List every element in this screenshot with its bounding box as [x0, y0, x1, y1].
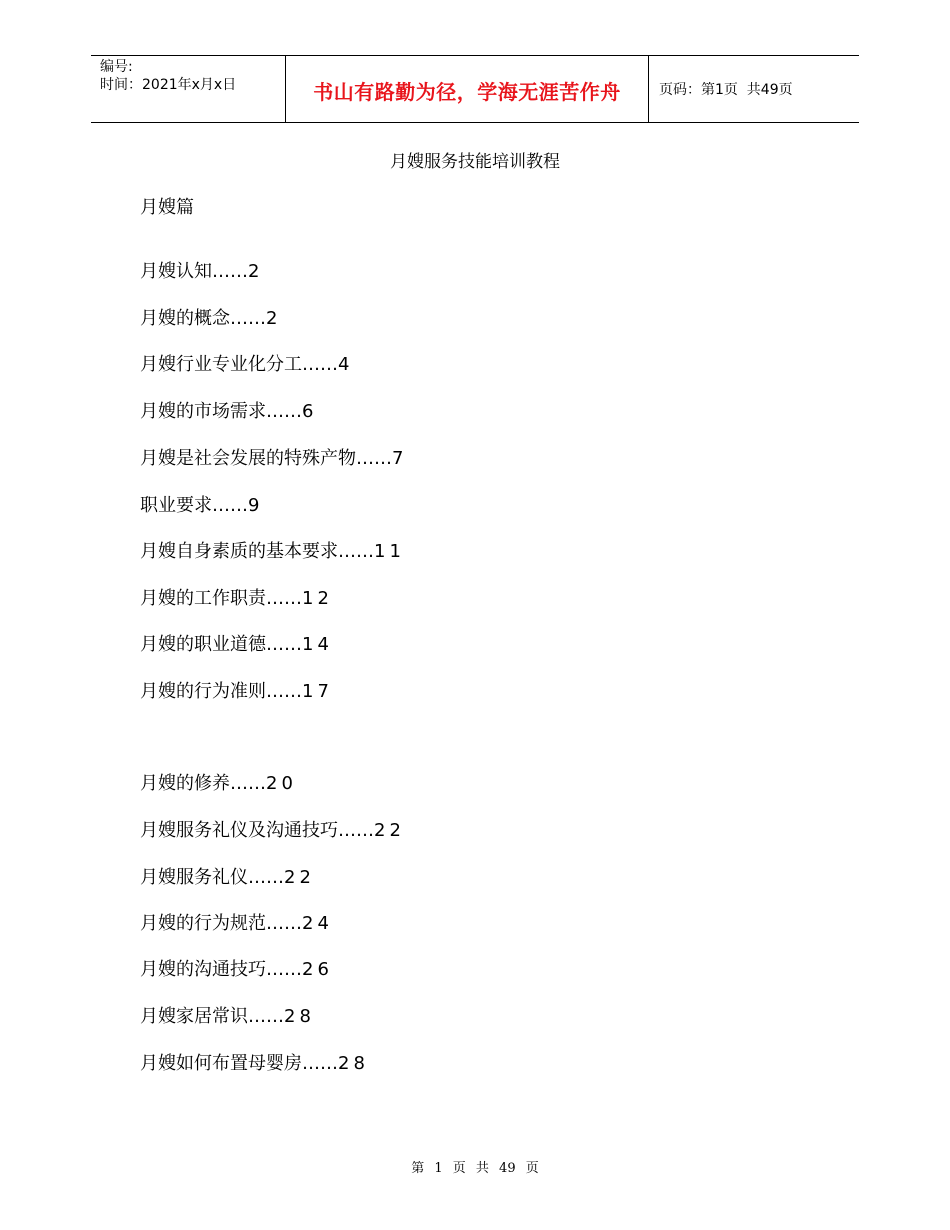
toc-entry-page: 2: [266, 308, 282, 329]
toc-entry-title: 月嫂是社会发展的特殊产物……: [140, 448, 392, 469]
toc-entry-page: 26: [302, 959, 333, 980]
toc-entry-title: 月嫂服务礼仪及沟通技巧……: [140, 820, 374, 841]
toc-entry-title: 月嫂的修养……: [140, 773, 266, 794]
document-time-label: 时间：2021年x月x日: [100, 77, 237, 93]
toc-entry-title: 月嫂行业专业化分工……: [140, 354, 338, 375]
toc-entry-page: 4: [338, 354, 354, 375]
toc-entry-page: 14: [302, 634, 333, 655]
toc-entry: [140, 866, 315, 890]
header-page-cell: [649, 56, 859, 122]
toc-entry-title: 职业要求……: [140, 495, 248, 516]
toc-entry-title: 月嫂认知……: [140, 261, 248, 282]
toc-entry-title: 月嫂家居常识……: [140, 1006, 284, 1027]
toc-entry-page: 22: [374, 820, 405, 841]
header-page-info: 页码：第1页 共49页: [659, 82, 793, 98]
toc-entry-title: 月嫂的行为准则……: [140, 681, 302, 702]
header-motto: 书山有路勤为径，学海无涯苦作舟: [313, 80, 621, 104]
toc-entry: [140, 958, 333, 982]
toc-entry: [140, 494, 263, 518]
toc-entry: [140, 633, 333, 657]
header-motto-cell: [286, 56, 649, 122]
toc-entry: [140, 1005, 315, 1029]
toc-entry-page: 28: [284, 1006, 315, 1027]
toc-entry: [140, 819, 405, 843]
toc-entry-title: 月嫂如何布置母婴房……: [140, 1053, 338, 1074]
toc-entry-title: 月嫂的工作职责……: [140, 588, 302, 609]
toc-entry-page: 20: [266, 773, 297, 794]
document-title: 月嫂服务技能培训教程: [390, 152, 560, 172]
toc-entry: [140, 772, 297, 796]
toc-entry: [140, 912, 333, 936]
toc-entry-page: 11: [374, 541, 405, 562]
toc-entry-page: 6: [302, 401, 318, 422]
toc-entry-page: 24: [302, 913, 333, 934]
section-title: 月嫂篇: [140, 197, 194, 218]
toc-entry-page: 22: [284, 867, 315, 888]
toc-entry-title: 月嫂自身素质的基本要求……: [140, 541, 374, 562]
toc-entry-page: 7: [392, 448, 408, 469]
toc-entry: [140, 447, 407, 471]
toc-entry-page: 28: [338, 1053, 369, 1074]
page-header: [91, 55, 859, 123]
toc-entry-title: 月嫂的概念……: [140, 308, 266, 329]
toc-entry-title: 月嫂的职业道德……: [140, 634, 302, 655]
page-footer: 第 1 页 共 49 页: [411, 1161, 539, 1176]
toc-entry: [140, 400, 317, 424]
toc-entry-title: 月嫂服务礼仪……: [140, 867, 284, 888]
toc-entry-page: 9: [248, 495, 264, 516]
toc-entry-page: 2: [248, 261, 264, 282]
toc-entry: [140, 260, 263, 284]
toc-entry: [140, 1052, 369, 1076]
document-number-label: 编号:: [100, 59, 133, 75]
toc-entry: [140, 540, 405, 564]
toc-entry-page: 17: [302, 681, 333, 702]
toc-entry-title: 月嫂的沟通技巧……: [140, 959, 302, 980]
toc-entry-page: 12: [302, 588, 333, 609]
toc-entry-title: 月嫂的市场需求……: [140, 401, 302, 422]
toc-entry: [140, 353, 353, 377]
toc-entry: [140, 680, 333, 704]
toc-entry: [140, 307, 281, 331]
header-meta: [91, 56, 286, 122]
toc-entry-title: 月嫂的行为规范……: [140, 913, 302, 934]
toc-entry: [140, 587, 333, 611]
